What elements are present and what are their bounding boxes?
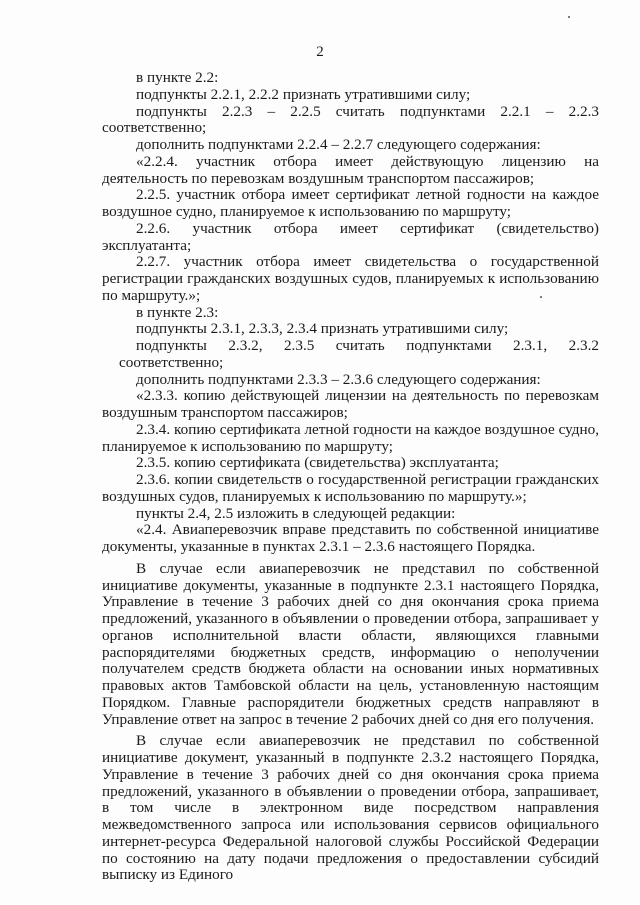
- paragraph-2-3-heading: в пункте 2.3:: [136, 303, 219, 321]
- paragraph-2-3-3: «2.3.3. копию действующей лицензии на деятельность по перевозкам воздушным транспортом пассажиров;: [102, 387, 599, 421]
- paragraph-2-3-4: 2.3.4. копию сертификата летной годности на каждое воздушное судно, планируемое к использованию по маршруту;: [102, 420, 599, 455]
- paragraph-2-3-6: 2.3.6. копии свидетельств о государственной регистрации гражданских воздушных судов, планируемых к использованию по маршруту.»;: [102, 471, 599, 505]
- scan-speck: [540, 296, 542, 298]
- document-body: [102, 69, 599, 884]
- paragraph-2-4-2-5-intro: пункты 2.4, 2.5 изложить в следующей редакции:: [136, 504, 456, 522]
- paragraph-2-4: «2.4. Авиаперевозчик вправе представить по собственной инициативе документы, указанные в пунктах 2.3.1 – 2.3.6 настоящего Порядка.: [102, 521, 599, 555]
- paragraph-2-2-4: «2.2.4. участник отбора имеет действующую лицензию на деятельность по перевозкам воздушным транспортом пассажиров;: [102, 152, 599, 187]
- paragraph-2-3-repeal: подпункты 2.3.1, 2.3.3, 2.3.4 признать утратившими силу;: [136, 320, 509, 338]
- paragraph-2-3-1-request: В случае если авиаперевозчик не представил по собственной инициативе документы, указанные в подпункте 2.3.1 настоящего Порядка, Управление в течение 3 рабочих дней со дня окончания срока приема предложений, указанного в объявлении о проведении отбора, запрашивает у органов исполнительной власти области, являющихся главными распорядителями бюджетных средств, информацию о неполучении получателем средств бюджета области на основании иных нормативных правовых актов Тамбовской области на цель, установленную настоящим Порядком. Главные распорядители бюджетных средств направляют в Управление ответ на запрос в течение 2 рабочих дней со дня его получения.: [102, 559, 599, 728]
- paragraph-2-3-2-request: В случае если авиаперевозчик не представил по собственной инициативе документ, указанный в подпункте 2.3.2 настоящего Порядка, Управление в течение 3 рабочих дней со дня окончания срока приема предложений, указанного в объявлении о проведении отбора, запрашивает, в том числе в электронном виде посредством направления межведомственного запроса или использования сервисов официального интернет-ресурса Федеральной налоговой службы Российской Федерации по состоянию на дату подачи предложения о предоставлении субсидий выписку из Единого: [102, 732, 599, 884]
- scan-speck: [568, 16, 570, 18]
- paragraph-2-2-renumber: подпункты 2.2.3 – 2.2.5 считать подпунктами 2.2.1 – 2.2.3 соответственно;: [102, 102, 599, 137]
- paragraph-2-3-supplement: дополнить подпунктами 2.3.3 – 2.3.6 следующего содержания:: [136, 370, 541, 388]
- paragraph-2-3-5: 2.3.5. копию сертификата (свидетельства) эксплуатанта;: [136, 454, 499, 472]
- paragraph-2-3-renumber: подпункты 2.3.2, 2.3.5 считать подпунктами 2.3.1, 2.3.2 соответственно;: [119, 337, 599, 371]
- paragraph-2-2-supplement: дополнить подпунктами 2.2.4 – 2.2.7 следующего содержания:: [136, 136, 541, 153]
- paragraph-2-2-heading: в пункте 2.2:: [136, 69, 219, 86]
- paragraph-2-2-repeal: подпункты 2.2.1, 2.2.2 признать утратившими силу;: [136, 85, 471, 103]
- paragraph-2-2-5: 2.2.5. участник отбора имеет сертификат летной годности на каждое воздушное судно, планируемое к использованию по маршруту;: [102, 186, 599, 220]
- page-number: 2: [316, 44, 324, 60]
- paragraph-2-2-6: 2.2.6. участник отбора имеет сертификат (свидетельство) эксплуатанта;: [102, 219, 599, 254]
- paragraph-2-2-7: 2.2.7. участник отбора имеет свидетельства о государственной регистрации гражданских воздушных судов, планируемых к использованию по маршруту.»;: [102, 253, 599, 304]
